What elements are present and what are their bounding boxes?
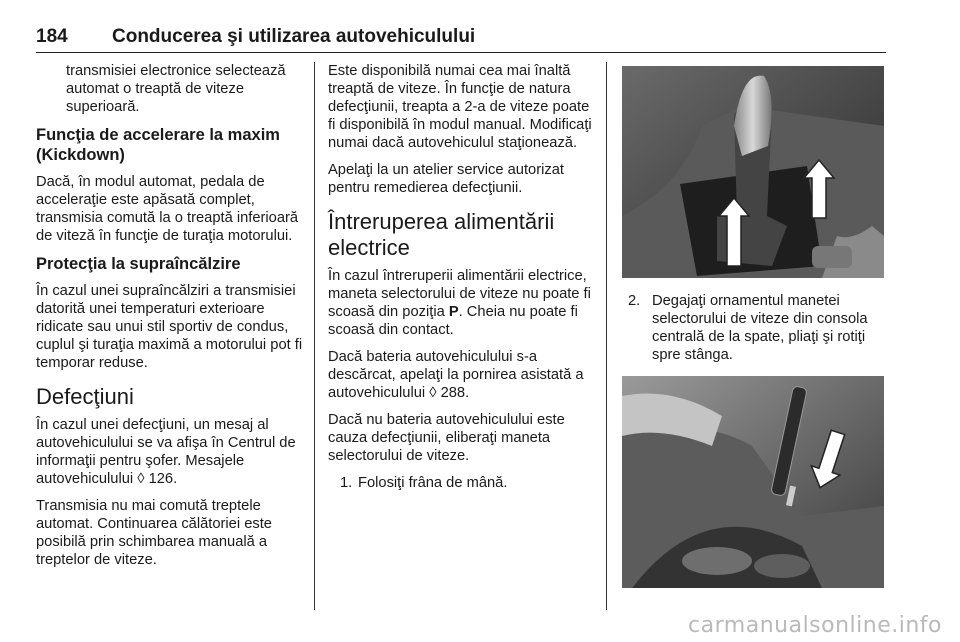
trim-removal-illustration	[622, 376, 884, 588]
list-item	[328, 474, 594, 492]
park-position-label: P	[448, 304, 459, 320]
release-text: Dacă nu bateria autovehiculului este cauza defecţiunii, eliberaţi maneta selectorului de viteze.	[328, 412, 565, 464]
overheat-text: În cazul unei supraîncălziri a transmisiei datorită unei temperaturi exterioare ridicate sau unui stil sportiv de condus, cuplul şi turaţia maximă a motorului pot fi temporar reduse.	[36, 283, 303, 371]
faults-text: În cazul unei defecţiuni, un mesaj al autovehiculului se va afişa în Centrul de informaţii pentru şofer. Mesajele autovehiculului ◊ 126.	[36, 417, 296, 487]
kickdown-heading: Funcţia de accelerare la maxim (Kickdown)	[36, 126, 280, 164]
step-text: Degajaţi ornamentul manetei selectorului de viteze din consola centrală de la spate, pliaţi şi rotiţi spre stânga.	[652, 293, 868, 363]
page-header	[36, 22, 886, 53]
gear-lever-photo	[622, 66, 884, 278]
fault-detail-text: Este disponibilă numai cea mai înaltă treaptă de viteze. În funcţie de natura defecţiunii, treapta a 2-a de viteze poate fi disponibilă în modul manual. Modificaţi numai dacă autovehiculul staţionează.	[328, 63, 592, 151]
kickdown-text: Dacă, în modul automat, pedala de acceleraţie este apăsată complet, transmisia comută la o treaptă inferioară de viteză în funcţie de turaţia motorului.	[36, 174, 299, 244]
gear-lever-illustration	[622, 66, 884, 278]
step-number: 1.	[340, 475, 353, 491]
step-number: 2.	[628, 293, 641, 309]
list-item	[622, 292, 890, 364]
continued-text: transmisiei electronice selectează automat o treaptă de viteze superioară.	[66, 63, 286, 115]
power-text: În cazul întreruperii alimentării electrice, maneta selectorului de viteze nu poate fi scoasă din poziţia P. Cheia nu poate fi scoasă din contact.	[328, 268, 591, 338]
column-right	[622, 66, 890, 602]
watermark: carmanualsonline.info	[688, 613, 942, 638]
battery-text: Dacă bateria autovehiculului s-a descărcat, apelaţi la pornirea asistată a autovehiculului ◊ 288.	[328, 349, 584, 401]
service-text: Apelaţi la un atelier service autorizat pentru remedierea defecţiunii.	[328, 162, 564, 196]
step-text: Folosiţi frâna de mână.	[358, 475, 508, 491]
page-number: 184	[36, 26, 68, 47]
chapter-title: Conducerea şi utilizarea autovehiculului	[112, 26, 476, 47]
faults-text-2: Transmisia nu mai comută treptele automat. Continuarea călătoriei este posibilă prin schimbarea manuală a treptelor de viteze.	[36, 498, 272, 568]
column-divider	[314, 62, 315, 610]
faults-heading: Defecţiuni	[36, 384, 134, 409]
power-interruption-heading: Întreruperea alimentării electrice	[328, 209, 555, 260]
column-middle	[328, 62, 594, 492]
trim-removal-photo	[622, 376, 884, 588]
column-divider	[606, 62, 607, 610]
overheat-heading: Protecţia la supraîncălzire	[36, 255, 241, 273]
column-left	[36, 62, 304, 578]
